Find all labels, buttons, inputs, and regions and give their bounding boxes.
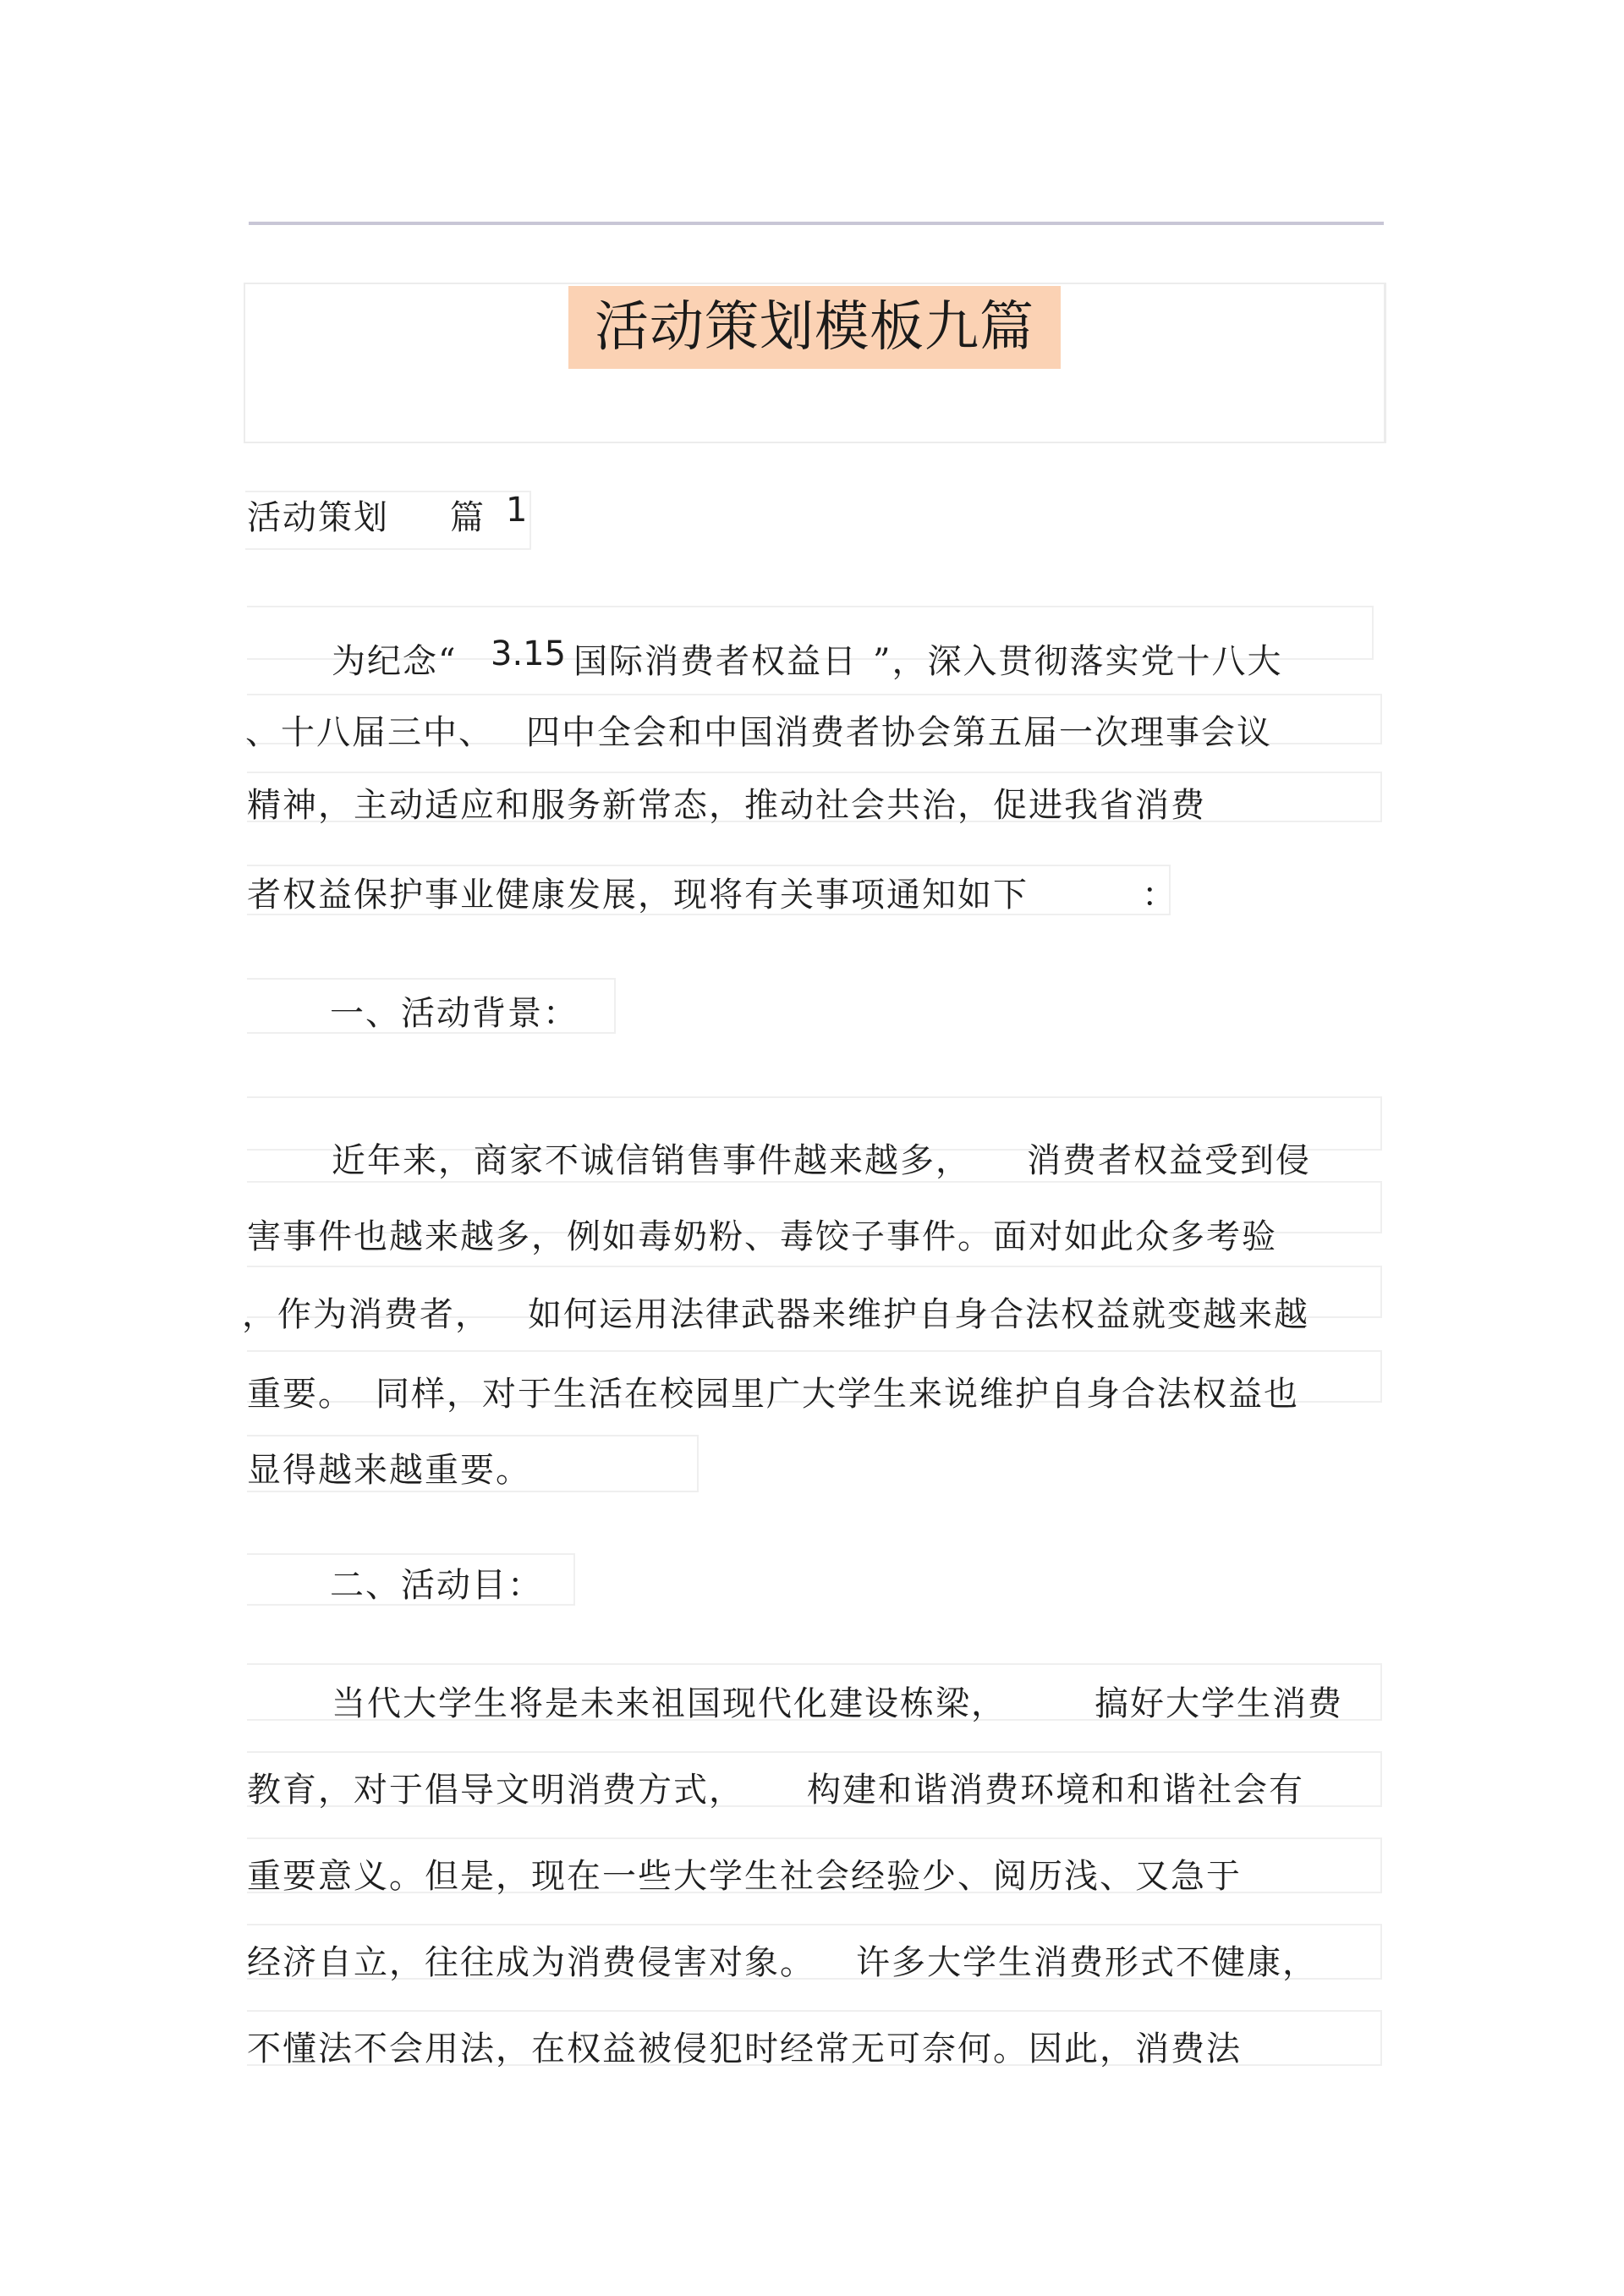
intro-line-1-d: ”，深入贯彻落实党十八大 xyxy=(873,642,1283,681)
section2-line-4-b: 许多大学生消费形式不健康， xyxy=(856,1943,1318,1982)
intro-line-4 xyxy=(247,868,1177,915)
intro-line-1-a: 为纪念“ xyxy=(332,642,458,681)
intro-line-1 xyxy=(247,634,1380,682)
section2-line-3 xyxy=(247,1849,1380,1897)
section2-line-5 xyxy=(247,2022,1380,2069)
section2-line-1 xyxy=(247,1677,1380,1724)
intro-line-4-a: 者权益保护事业健康发展，现将有关事项通知如下 xyxy=(247,876,1029,915)
section-heading xyxy=(247,491,535,541)
document-title: 活动策划模板九篇 xyxy=(568,286,1061,369)
intro-line-1-b: 3.15 xyxy=(491,634,567,673)
intro-line-3-text: 精神，主动适应和服务新常态，推动社会共治，促进我省消费 xyxy=(247,786,1206,825)
section2-line-2-a: 教育，对于倡导文明消费方式， xyxy=(247,1771,744,1810)
section-heading-label: 活动策划 xyxy=(247,498,389,537)
section2-line-4 xyxy=(247,1936,1380,1983)
section1-line-5 xyxy=(247,1443,687,1491)
section1-line-2 xyxy=(247,1210,1380,1257)
section2-heading: 二、活动目： xyxy=(330,1566,543,1605)
section2-line-4-a: 经济自立，往往成为消费侵害对象。 xyxy=(247,1943,815,1982)
header-rule xyxy=(249,222,1384,225)
section2-line-2 xyxy=(247,1763,1380,1810)
section1-heading: 一、活动背景： xyxy=(330,994,579,1033)
section1-line-3 xyxy=(242,1288,1380,1335)
section2-line-1-b: 搞好大学生消费 xyxy=(1095,1684,1343,1723)
intro-line-1-c: 国际消费者权益日 xyxy=(573,642,858,681)
section2-line-1-a: 当代大学生将是未来祖国现代化建设栋梁， xyxy=(332,1684,1007,1723)
section1-line-1 xyxy=(247,1134,1380,1181)
intro-line-2-a: 、十八届三中、 xyxy=(245,713,494,752)
section-heading-number: 1 xyxy=(506,491,528,530)
section1-line-4-b: 同样，对于生活在校园里广大学生来说维护自身合法权益也 xyxy=(376,1375,1299,1414)
section1-line-3-a: ，作为消费者， xyxy=(242,1295,491,1334)
section2-line-5-text: 不懂法不会用法，在权益被侵犯时经常无可奈何。因此，消费法 xyxy=(247,2030,1242,2068)
section1-line-4-a: 重要。 xyxy=(247,1375,354,1414)
section1-line-3-b: 如何运用法律武器来维护自身合法权益就变越来越 xyxy=(528,1295,1309,1334)
section1-line-2-text: 害事件也越来越多，例如毒奶粉、毒饺子事件。面对如此众多考验 xyxy=(247,1217,1277,1256)
section2-line-2-b: 构建和谐消费环境和和谐社会有 xyxy=(807,1771,1304,1810)
intro-line-2 xyxy=(245,706,1379,753)
section1-line-4 xyxy=(247,1367,1380,1414)
section-heading-part: 篇 xyxy=(450,498,486,537)
section2-line-3-text: 重要意义。但是，现在一些大学生社会经验少、阅历浅、又急于 xyxy=(247,1857,1242,1896)
intro-line-2-b: 四中全会和中国消费者协会第五届一次理事会议 xyxy=(526,713,1272,752)
section1-line-5-text: 显得越来越重要。 xyxy=(247,1451,531,1490)
intro-line-4-b: ： xyxy=(1142,876,1177,915)
section1-line-1-b: 消费者权益受到侵 xyxy=(1027,1141,1311,1180)
intro-line-3 xyxy=(247,778,1380,826)
section1-line-1-a: 近年来，商家不诚信销售事件越来越多， xyxy=(332,1141,971,1180)
